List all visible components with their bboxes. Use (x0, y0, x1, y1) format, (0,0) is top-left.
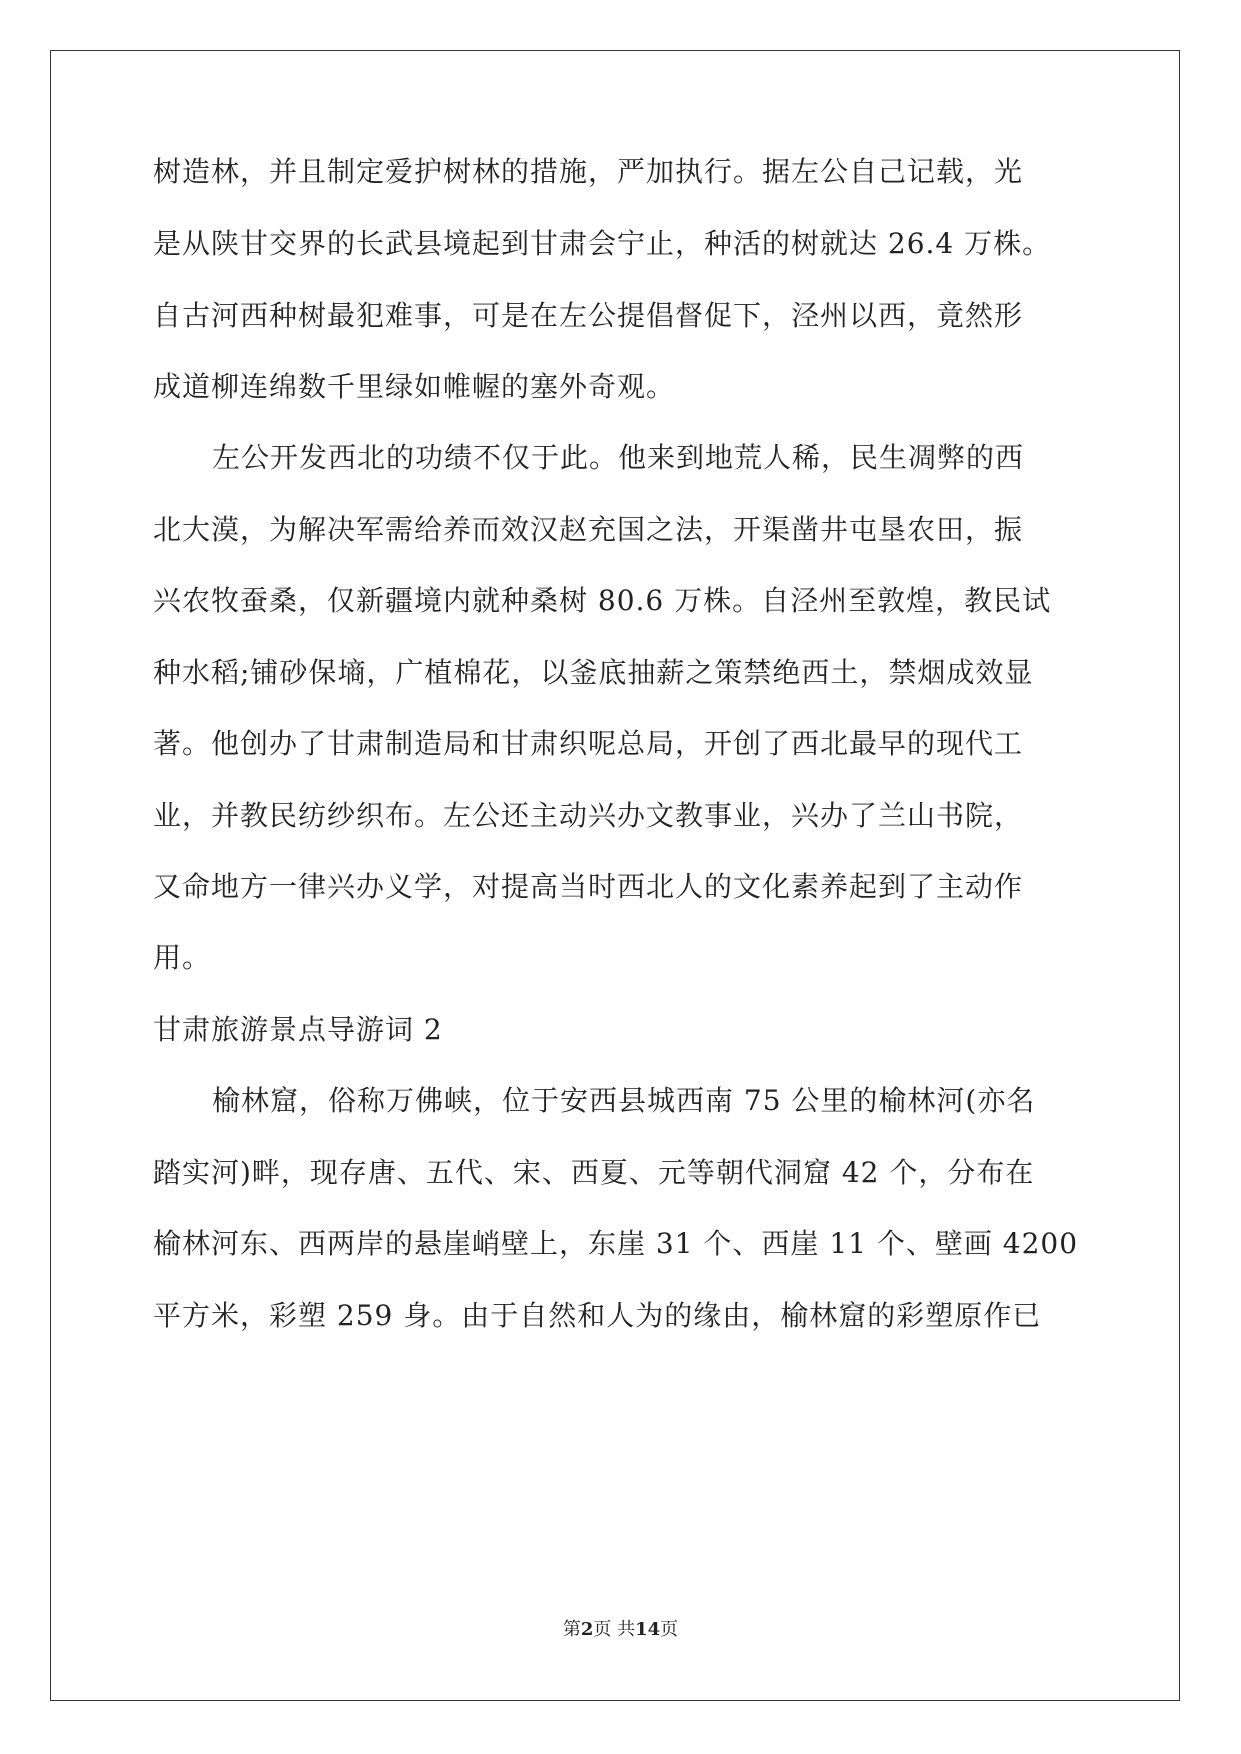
body-line: 种水稻;铺砂保墒，广植棉花，以釜底抽薪之策禁绝西土，禁烟成效显 (153, 656, 1034, 689)
body-line: 自古河西种树最犯难事，可是在左公提倡督促下，泾州以西，竟然形 (153, 299, 1024, 332)
body-line: 是从陕甘交界的长武县境起到甘肃会宁止，种活的树就达 26.4 万株。 (153, 227, 1052, 260)
footer-prefix: 第 (562, 1619, 581, 1640)
body-line: 又命地方一律兴办义学，对提高当时西北人的文化素养起到了主动作 (153, 870, 1024, 903)
current-page-number: 2 (580, 1619, 594, 1640)
body-line: 兴农牧蚕桑，仅新疆境内就种桑树 80.6 万株。自泾州至敦煌，教民试 (153, 584, 1052, 617)
footer-middle: 页 共 (593, 1619, 636, 1640)
page-footer (0, 1618, 1241, 1642)
body-line: 踏实河)畔，现存唐、五代、宋、西夏、元等朝代洞窟 42 个，分布在 (153, 1156, 1035, 1189)
body-line: 业，并教民纺纱织布。左公还主动兴办文教事业，兴办了兰山书院， (153, 799, 1024, 832)
total-page-number: 14 (635, 1619, 661, 1640)
body-line: 成道柳连绵数千里绿如帷幄的塞外奇观。 (153, 370, 676, 403)
body-line: 榆林河东、西两岸的悬崖峭壁上，东崖 31 个、西崖 11 个、壁画 4200 (153, 1227, 1079, 1260)
footer-suffix: 页 (660, 1619, 679, 1640)
body-line: 左公开发西北的功绩不仅于此。他来到地荒人稀，民生凋弊的西 (212, 441, 1025, 474)
body-line: 北大漠，为解决军需给养而效汉赵充国之法，开渠凿井屯垦农田，振 (153, 513, 1024, 546)
body-line: 用。 (153, 941, 212, 974)
section-heading: 甘肃旅游景点导游词 2 (153, 1013, 443, 1046)
body-line: 树造林，并且制定爱护树林的措施，严加执行。据左公自己记载，光 (153, 155, 1024, 188)
body-line: 著。他创办了甘肃制造局和甘肃织呢总局，开创了西北最早的现代工 (153, 727, 1024, 760)
body-line: 榆林窟，俗称万佛峡，位于安西县城西南 75 公里的榆林河(亦名 (212, 1084, 1036, 1117)
body-line: 平方米，彩塑 259 身。由于自然和人为的缘由，榆林窟的彩塑原作已 (153, 1299, 1042, 1332)
